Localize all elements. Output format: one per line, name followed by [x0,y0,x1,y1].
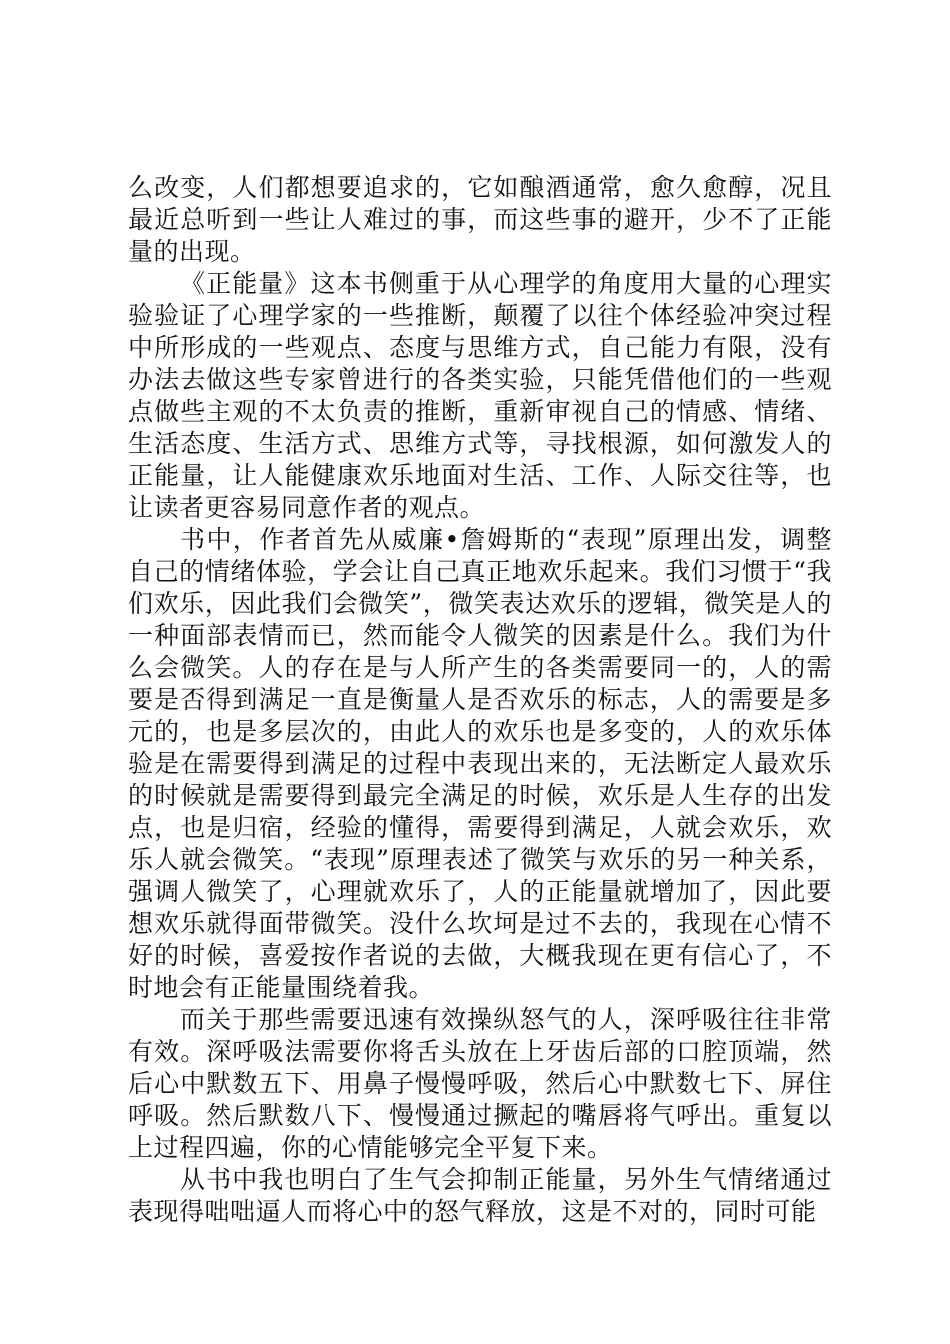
document-body [128,172,832,1228]
paragraph-anger: 从书中我也明白了生气会抑制正能量，另外生气情绪通过表现得咄咄逼人而将心中的怒气释放，这是不对的，同时可能 [128,1165,832,1226]
paragraph-book-intro: 《正能量》这本书侧重于从心理学的角度用大量的心理实验验证了心理学家的一些推断，颠覆了以往个体经验冲突过程中所形成的一些观点、态度与思维方式，自己能力有限，没有办法去做这些专家曾进行的各类实验，只能凭借他们的一些观点做些主观的不太负责的推断，重新审视自己的情感、情绪、生活态度、生活方式、思维方式等，寻找根源，如何激发人的正能量，让人能健康欢乐地面对生活、工作、人际交往等，也让读者更容易同意作者的观点。 [128,269,832,522]
paragraph-continuation: 么改变，人们都想要追求的，它如酿酒通常，愈久愈醇，况且最近总听到一些让人难过的事，而这些事的避开，少不了正能量的出现。 [128,173,832,266]
paragraph-expression-principle: 书中，作者首先从威廉•詹姆斯的“表现”原理出发，调整自己的情绪体验，学会让自己真正地欢乐起来。我们习惯于“我们欢乐，因此我们会微笑”，微笑表达欢乐的逻辑，微笑是人的一种面部表情而已，然而能令人微笑的因素是什么。我们为什么会微笑。人的存在是与人所产生的各类需要同一的，人的需要是否得到满足一直是衡量人是否欢乐的标志，人的需要是多元的，也是多层次的，由此人的欢乐也是多变的，人的欢乐体验是在需要得到满足的过程中表现出来的，无法断定人最欢乐的时候就是需要得到最完全满足的时候，欢乐是人生存的出发点，也是归宿，经验的懂得，需要得到满足，人就会欢乐，欢乐人就会微笑。“表现”原理表述了微笑与欢乐的另一种关系，强调人微笑了，心理就欢乐了，人的正能量就增加了，因此要想欢乐就得面带微笑。没什么坎坷是过不去的，我现在心情不好的时候，喜爱按作者说的去做，大概我现在更有信心了，不时地会有正能量围绕着我。 [128,525,832,1002]
paragraph-deep-breathing: 而关于那些需要迅速有效操纵怒气的人，深呼吸往往非常有效。深呼吸法需要你将舌头放在上牙齿后部的口腔顶端，然后心中默数五下、用鼻子慢慢呼吸，然后心中默数七下、屏住呼吸。然后默数八下、慢慢通过撅起的嘴唇将气呼出。重复以上过程四遍，你的心情能够完全平复下来。 [128,1005,832,1162]
